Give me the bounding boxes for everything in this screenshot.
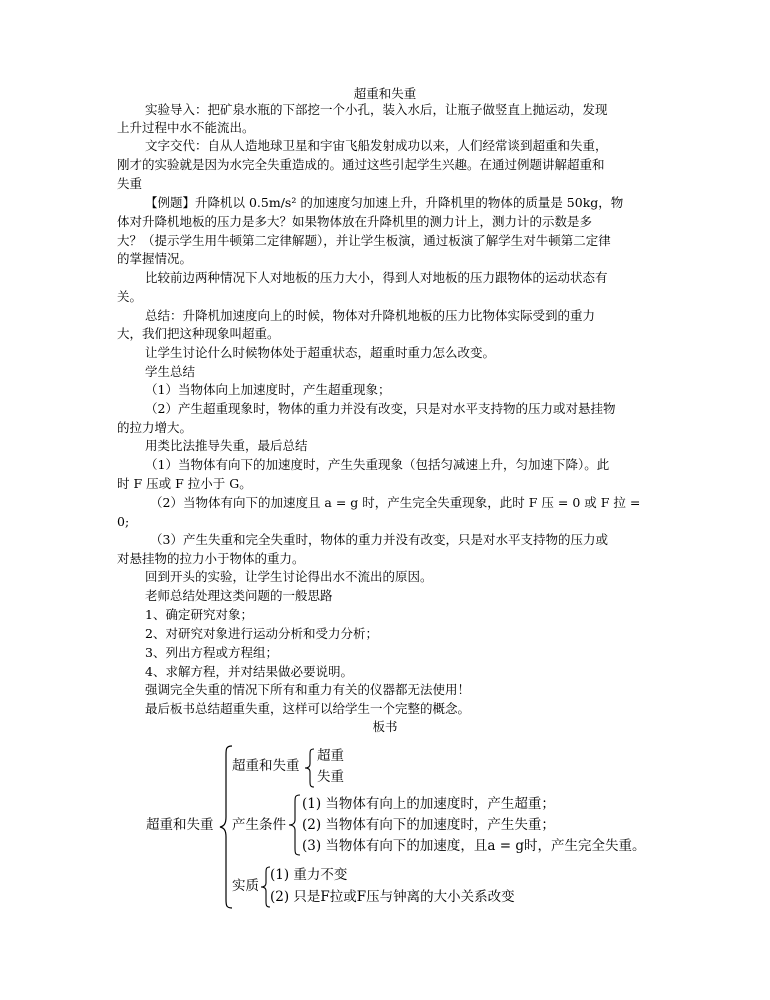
text-line: 文字交代：自从人造地球卫星和宇宙飞船发射成功以来，人们经常谈到超重和失重， (145, 138, 608, 153)
text-line: 刚才的实验就是因为水完全失重造成的。通过这些引起学生兴趣。在通过例题讲解超重和 (117, 157, 605, 172)
branch-brace (304, 748, 316, 788)
text-line: 关。 (117, 289, 143, 304)
board-title: 板书 (372, 719, 398, 734)
branch-label: 超重和失重 (232, 758, 300, 774)
text-line: 1、确定研究对象； (145, 607, 253, 622)
branch-label: 实质 (232, 878, 259, 894)
text-line: 强调完全失重的情况下所有和重力有关的仪器都无法使用！ (145, 682, 471, 697)
branch-item: (3) 当物体有向下的加速度，且a = g时，产生完全失重。 (302, 838, 646, 854)
text-line: 总结：升降机加速度向上的时候，物体对升降机地板的压力比物体实际受到的重力 (145, 308, 596, 323)
board-root-label: 超重和失重 (146, 817, 214, 833)
text-line: 的掌握情况。 (117, 251, 193, 266)
text-line: （2）产生超重现象时，物体的重力并没有改变，只是对水平支持物的压力或对悬挂物 (145, 401, 616, 416)
text-line: 用类比法推导失重，最后总结 (145, 438, 308, 453)
text-line: 对悬挂物的拉力小于物体的重力。 (117, 551, 305, 566)
text-line: 大，我们把这种现象叫超重。 (117, 326, 280, 341)
branch-item: 超重 (317, 748, 344, 764)
text-line: （2）当物体有向下的加速度且 a = g 时，产生完全失重现象，此时 F 压 = 0 或 F 拉 = (150, 495, 641, 510)
branch-item: (1) 当物体有向上的加速度时，产生超重； (302, 796, 555, 812)
text-line: 【例题】升降机以 0.5m/s² 的加速度匀加速上升，升降机里的物体的质量是 50kg，物 (145, 195, 624, 210)
text-line: 体对升降机地板的压力是多大？如果物体放在升降机里的测力计上，测力计的示数是多 (117, 214, 593, 229)
text-line: 比较前边两种情况下人对地板的压力大小，得到人对地板的压力跟物体的运动状态有 (145, 270, 608, 285)
text-line: 实验导入：把矿泉水瓶的下部挖一个小孔，装入水后，让瓶子做竖直上抛运动，发现 (145, 102, 608, 117)
text-line: 老师总结处理这类问题的一般思路 (145, 588, 333, 603)
text-line: 2、对研究对象进行运动分析和受力分析； (145, 626, 378, 641)
text-line: （3）产生失重和完全失重时，物体的重力并没有改变，只是对水平支持物的压力或 (150, 532, 608, 547)
branch-label: 产生条件 (232, 817, 286, 833)
text-line: 0; (117, 514, 130, 529)
text-line: 3、列出方程或方程组； (145, 645, 278, 660)
text-line: 4、求解方程，并对结果做必要说明。 (145, 664, 353, 679)
branch-item: 失重 (317, 769, 344, 785)
text-line: 大？（提示学生用牛顿第二定律解题），并让学生板演，通过板演了解学生对牛顿第二定律 (117, 233, 611, 248)
branch-item: (2) 当物体有向下的加速度时，产生失重； (302, 817, 555, 833)
branch-item: (1) 重力不变 (270, 867, 348, 883)
text-line: 失重 (117, 176, 143, 191)
text-line: 让学生讨论什么时候物体处于超重状态，超重时重力怎么改变。 (145, 345, 496, 360)
text-line: 学生总结 (145, 364, 196, 379)
text-line: （1）当物体向上加速度时，产生超重现象； (145, 382, 391, 397)
branch-brace (288, 794, 302, 856)
text-line: 时 F 压或 F 拉小于 G。 (117, 476, 252, 491)
document-title: 超重和失重 (353, 86, 417, 101)
text-line: 回到开头的实验，让学生讨论得出水不流出的原因。 (145, 569, 433, 584)
text-line: 最后板书总结超重失重，这样可以给学生一个完整的概念。 (145, 701, 471, 716)
branch-item: (2) 只是F拉或F压与钟离的大小关系改变 (270, 889, 515, 905)
text-line: （1）当物体有向下的加速度时，产生失重现象（包括匀减速上升，匀加速下降）。此 (145, 457, 610, 472)
text-line: 上升过程中水不能流出。 (117, 120, 255, 135)
text-line: 的拉力增大。 (117, 420, 193, 435)
